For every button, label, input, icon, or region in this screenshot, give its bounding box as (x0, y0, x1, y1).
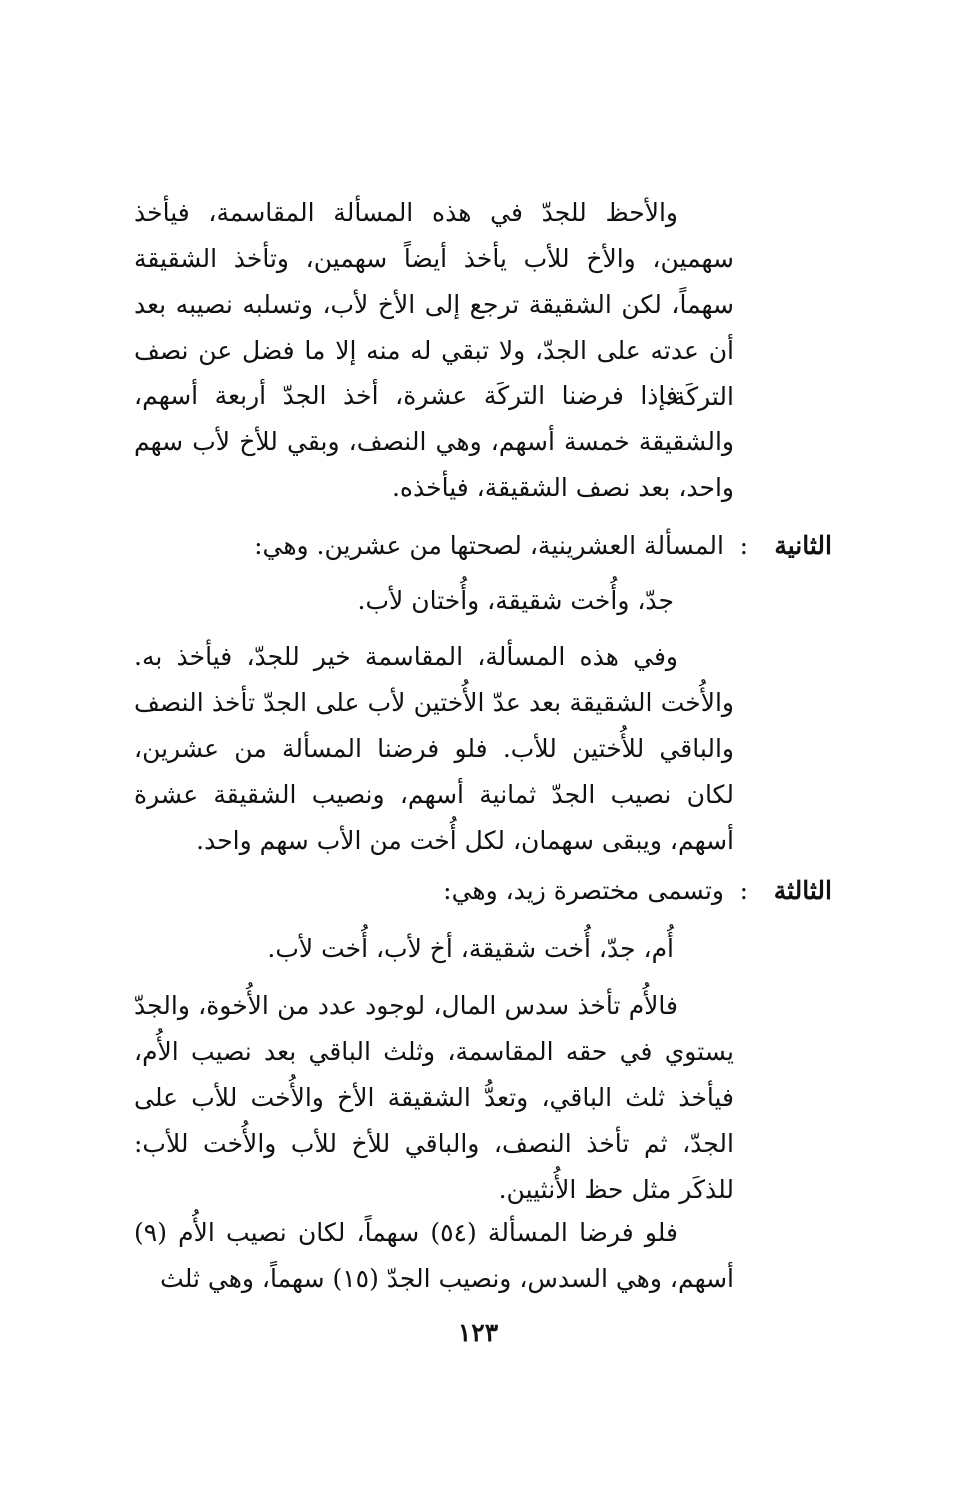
paragraph-text: وفي هذه المسألة، المقاسمة خير للجدّ، فيأخذ به. والأُخت الشقيقة بعد عدّ الأُختين لأب على الجدّ تأخذ النصف والباقي للأُختين للأب. فلو فرضنا المسألة من عشرين، لكان نصيب الجدّ ثمانية أسهم، ونصيب الشقيقة عشرة أسهم، ويبقى سهمان، لكل أُخت من الأب سهم واحد. (134, 642, 734, 855)
paragraph-text: فإذا فرضنا التركَة عشرة، أخذ الجدّ أربعة أسهم، والشقيقة خمسة أسهم، وهي النصف، وبقي للأخ لأب سهم واحد، بعد نصف الشقيقة، فيأخذه. (134, 381, 734, 502)
section-second-case (134, 523, 832, 569)
section-colon: : (739, 531, 748, 560)
section-colon: : (739, 876, 748, 905)
section-heading (134, 868, 832, 914)
paragraph-fifty-four-case (134, 1210, 734, 1302)
paragraph-text: فلو فرضا المسألة (٥٤) سهماً، لكان نصيب الأُم (٩) أسهم، وهي السدس، ونصيب الجدّ (١٥) سهماً، وهي ثلث (134, 1218, 734, 1293)
paragraph-twenty-case (134, 634, 734, 864)
example-heirs-third: أُم، جدّ، أُخت شقيقة، أخ لأب، أُخت لأب. (267, 934, 674, 963)
section-third-case (134, 868, 832, 914)
section-label: الثانية (774, 531, 832, 560)
example-heirs-second: جدّ، وأُخت شقيقة، وأُختان لأب. (357, 586, 674, 615)
section-label: الثالثة (773, 876, 832, 905)
section-heading (134, 523, 832, 569)
section-description: وتسمى مختصرة زيد، وهي: (443, 876, 724, 905)
paragraph-estate-example (134, 373, 734, 511)
section-description: المسألة العشرينية، لصحتها من عشرين. وهي: (254, 531, 724, 560)
paragraph-mother-share (134, 983, 734, 1213)
paragraph-text: فالأُم تأخذ سدس المال، لوجود عدد من الأُخوة، والجدّ يستوي في حقه المقاسمة، وثلث الباقي بعد نصيب الأُم، فيأخذ ثلث الباقي، وتعدُّ الشقيقة الأخ والأُخت للأب على الجدّ، ثم تأخذ النصف، والباقي للأخ للأب والأُخت للأب: للذكَر مثل حظ الأُنثيين. (134, 991, 734, 1204)
page-number: ١٢٣ (457, 1318, 499, 1347)
paragraph-text: والأحظ للجدّ في هذه المسألة المقاسمة، فيأخذ سهمين، والأخ للأب يأخذ أيضاً سهمين، وتأخذ الشقيقة سهماً، لكن الشقيقة ترجع إلى الأخ لأب، وتسلبه نصيبه بعد أن عدته على الجدّ، ولا تبقي له منه إلا ما فضل عن نصف التركَة. (134, 198, 734, 411)
